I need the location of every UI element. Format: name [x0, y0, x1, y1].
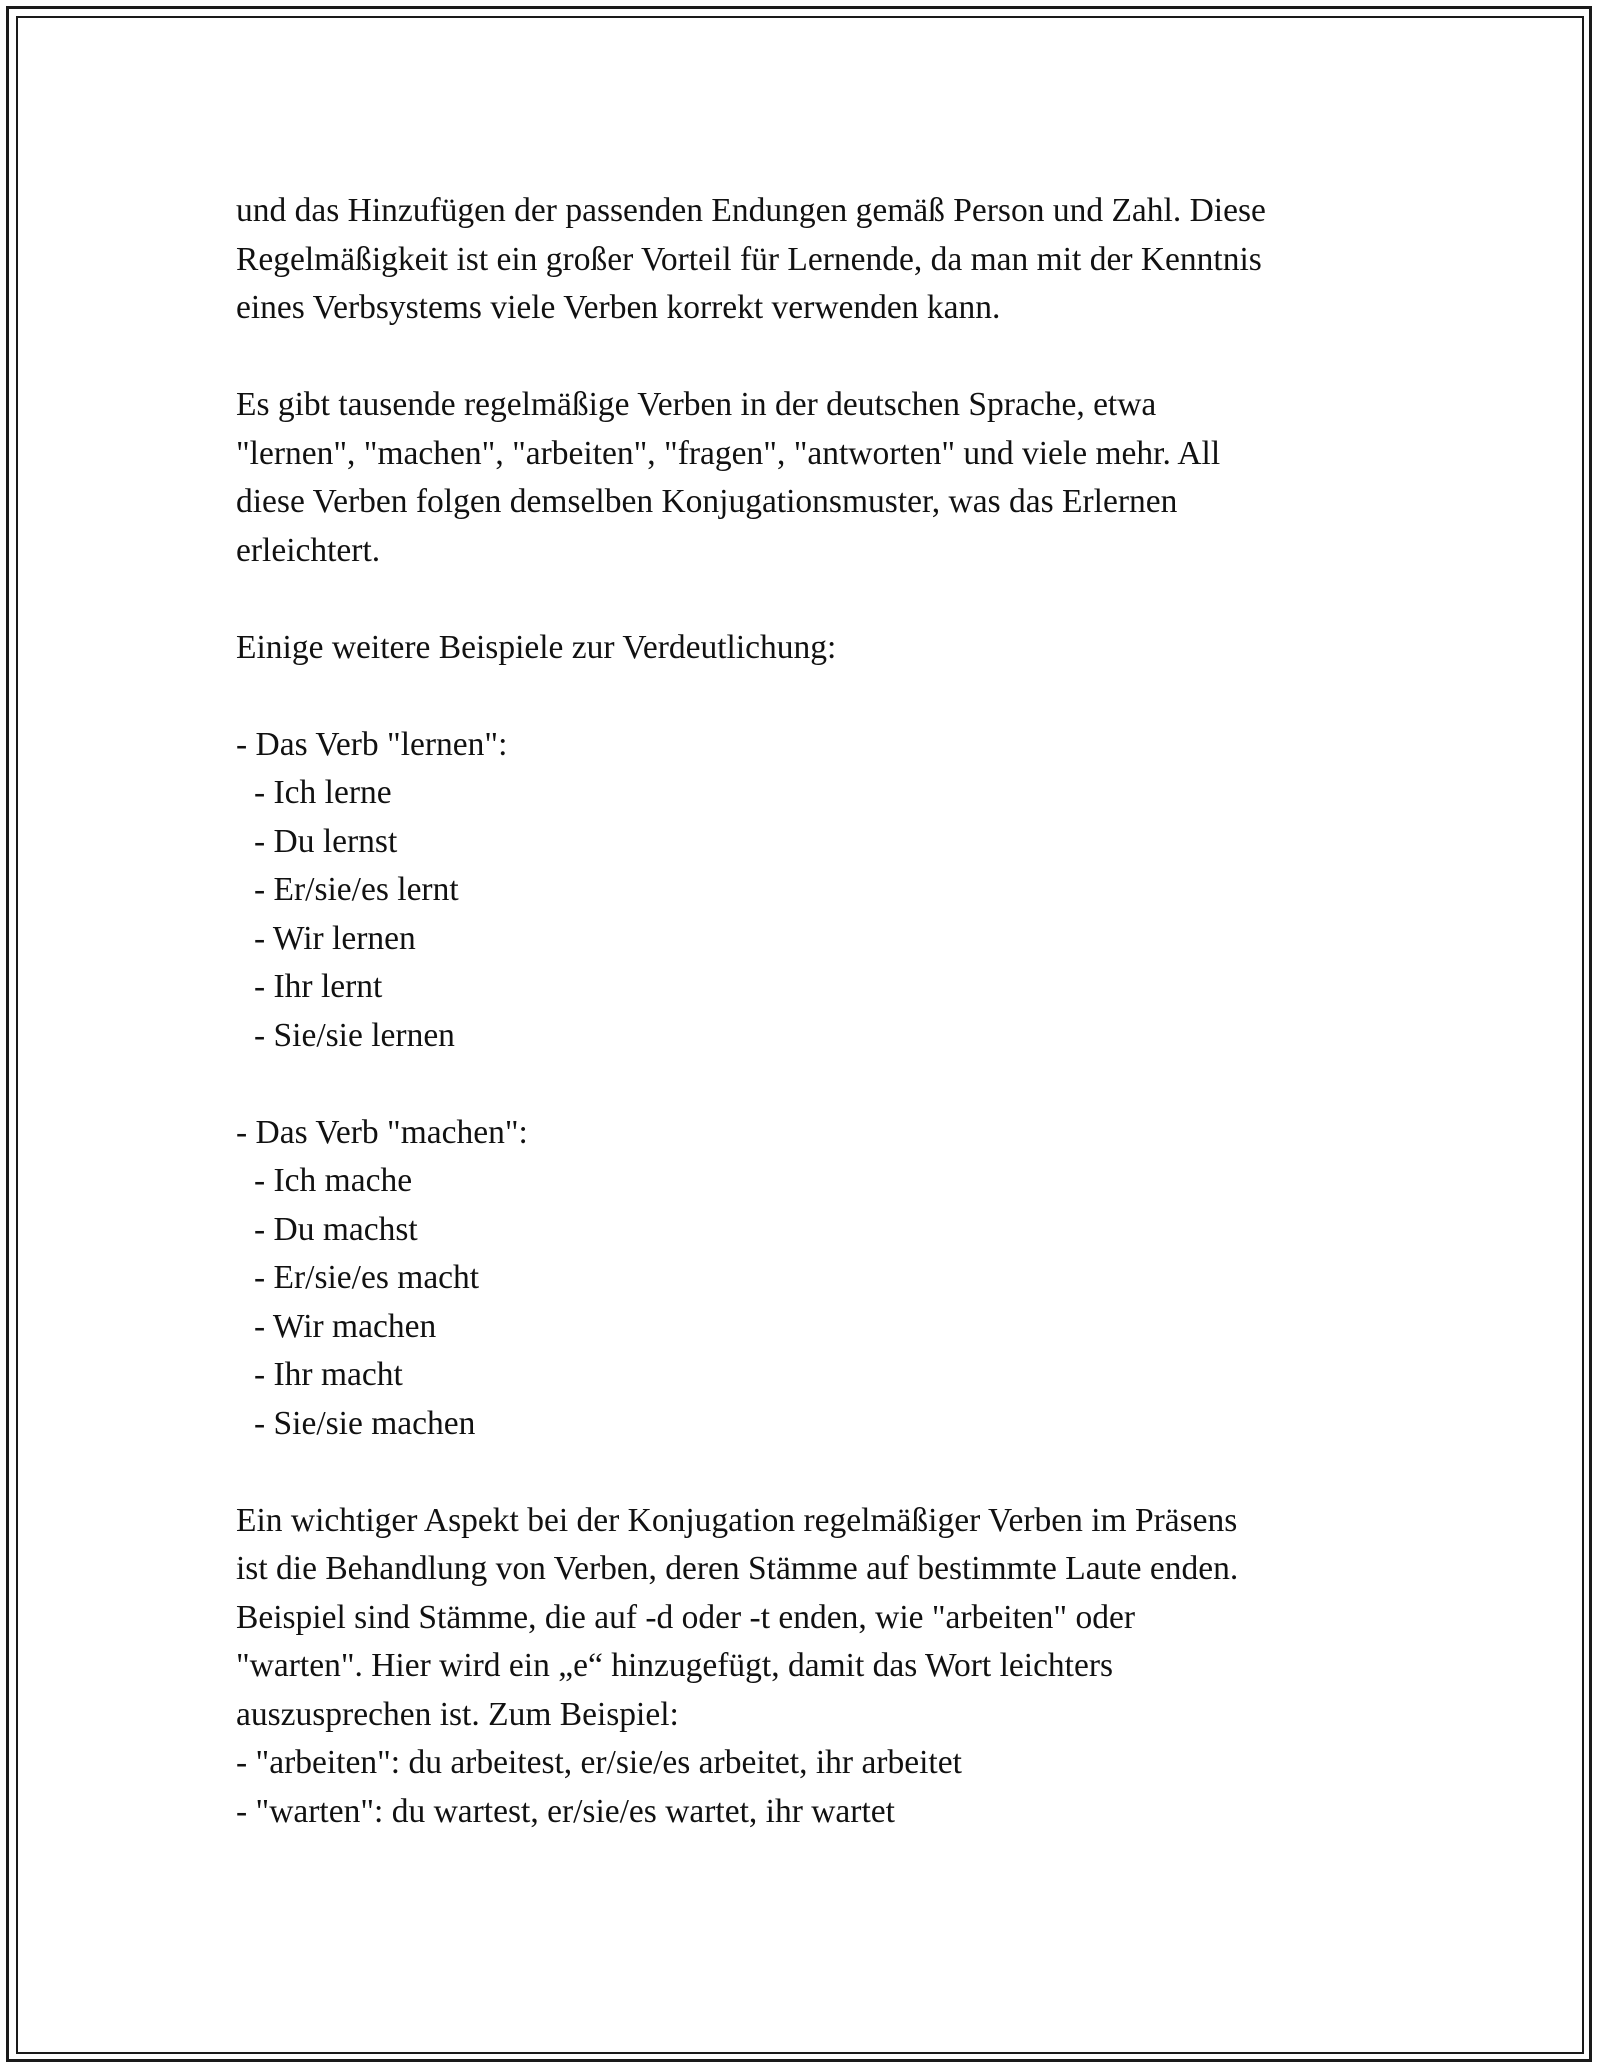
examples-intro	[236, 624, 1386, 673]
verb-heading: - Das Verb "machen":	[236, 1113, 528, 1151]
text-line: auszusprechen ist. Zum Beispiel:	[236, 1695, 679, 1733]
conjugation-line: - Sie/sie lernen	[254, 1016, 455, 1054]
document-body	[236, 187, 1386, 1885]
example-line: - "warten": du wartest, er/sie/es wartet, ihr wartet	[236, 1792, 895, 1830]
text-line: Regelmäßigkeit ist ein großer Vorteil für Lernende, da man mit der Kenntnis	[236, 240, 1262, 278]
conjugation-line: - Du machst	[254, 1210, 418, 1248]
conjugation-line: - Wir machen	[254, 1307, 437, 1345]
text-line: Es gibt tausende regelmäßige Verben in der deutschen Sprache, etwa	[236, 386, 1157, 423]
conjugation-line: - Ihr macht	[254, 1356, 403, 1393]
conjugation-line: - Er/sie/es macht	[254, 1259, 480, 1296]
text-line: Beispiel sind Stämme, die auf -d oder -t enden, wie "arbeiten" oder	[236, 1598, 1136, 1636]
conjugation-line: - Wir lernen	[254, 919, 416, 957]
verb-heading: - Das Verb "lernen":	[236, 725, 508, 763]
paragraph-regularity	[236, 187, 1386, 333]
text-line: Einige weitere Beispiele zur Verdeutlichung:	[236, 628, 837, 666]
text-line: erleichtert.	[236, 531, 381, 569]
verb-example-lernen	[236, 721, 1386, 1061]
verb-example-machen	[236, 1109, 1386, 1449]
text-line: "lernen", "machen", "arbeiten", "fragen", "antworten" und viele mehr. All	[236, 434, 1221, 472]
conjugation-line: - Du lernst	[254, 822, 398, 860]
paragraph-stem-endings	[236, 1497, 1386, 1837]
conjugation-line: - Ich lerne	[254, 774, 392, 811]
text-line: ist die Behandlung von Verben, deren Stämme auf bestimmte Laute enden.	[236, 1550, 1239, 1587]
example-line: - "arbeiten": du arbeitest, er/sie/es arbeitet, ihr arbeitet	[236, 1744, 962, 1781]
conjugation-line: - Er/sie/es lernt	[254, 871, 459, 908]
paragraph-regular-verbs	[236, 381, 1386, 575]
conjugation-line: - Ihr lernt	[254, 968, 383, 1005]
text-line: Ein wichtiger Aspekt bei der Konjugation regelmäßiger Verben im Präsens	[236, 1501, 1238, 1539]
conjugation-line: - Ich mache	[254, 1162, 413, 1199]
text-line: eines Verbsystems viele Verben korrekt verwenden kann.	[236, 289, 1001, 326]
conjugation-line: - Sie/sie machen	[254, 1404, 476, 1442]
text-line: diese Verben folgen demselben Konjugationsmuster, was das Erlernen	[236, 483, 1178, 520]
text-line: "warten". Hier wird ein „e“ hinzugefügt, damit das Wort leichters	[236, 1647, 1114, 1684]
text-line: und das Hinzufügen der passenden Endungen gemäß Person und Zahl. Diese	[236, 192, 1266, 229]
